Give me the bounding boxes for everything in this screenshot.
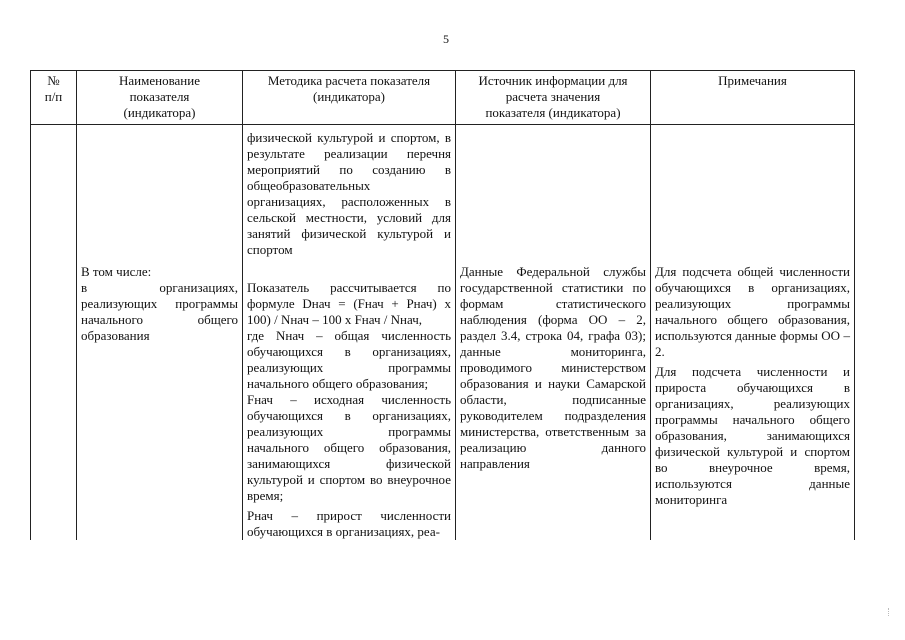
spacer [460,125,646,264]
method-paragraph: Показатель рассчитывается по формуле Dнач = (Fнач + Pнач) х 100) / Nнач – 100 х Fнач / Nнач, [247,280,451,327]
source-text: Данные Федеральной службы государственной статистики по формам статистического наблюдения (форма ОО – 2, раздел 3.4, строка 04, графа 03); данные мониторинга, проводимого министерством образования и науки Самарской области, подписанные руководителем подразделения министерства, ответственным за реализацию данного направления [460,264,646,471]
scan-artifact [888,608,891,616]
method-paragraph: Pнач – прирост численности обучающихся в организациях, реа- [247,508,451,539]
cell-name [77,125,243,541]
name-text: в организациях, реализующих программы начального общего образования [81,280,238,343]
cell-notes [651,125,855,541]
method-paragraph: Fнач – исходная численность обучающихся в организациях, реализующих программы начального общего образования, занимающихся физической культурой и спортом во внеурочное время; [247,392,451,503]
header-name [77,71,243,125]
header-name-label: Наименование показателя (индикатора) [119,73,200,120]
page-number: 5 [443,32,449,46]
notes-paragraph: Для подсчета общей численности обучающихся в организациях, реализующих программы начального общего образования, используются данные формы ОО – 2. [655,264,850,359]
header-notes-label: Примечания [718,73,787,88]
cell-method [243,125,456,541]
header-method-label: Методика расчета показателя (индикатора) [267,73,431,104]
indicator-table [30,70,855,540]
header-source-label: Источник информации для расчета значения показателя (индикатора) [478,73,628,120]
header-source [456,71,651,125]
table-row [31,125,855,541]
name-lead: В том числе: [81,264,152,279]
header-notes [651,71,855,125]
header-num-label: № п/п [44,73,63,104]
header-num [31,71,77,125]
notes-paragraph: Для подсчета численности и прироста обучающихся в организациях, реализующих программы начального общего образования, занимающихся физической культурой и спортом во внеурочное время, используются данные мониторинга [655,364,850,507]
spacer [81,125,238,264]
header-method [243,71,456,125]
table-header-row [31,71,855,125]
cell-source [456,125,651,541]
spacer [655,125,850,264]
method-paragraph: где Nнач – общая численность обучающихся в организациях, реализующих программы начального общего образования; [247,328,451,391]
cell-num [31,125,77,541]
continued-method-text: физической культурой и спортом, в результате реализации перечня мероприятий по созданию в общеобразовательных организациях, расположенных в сельской местности, условий для занятий физической культурой и спортом [247,130,451,257]
